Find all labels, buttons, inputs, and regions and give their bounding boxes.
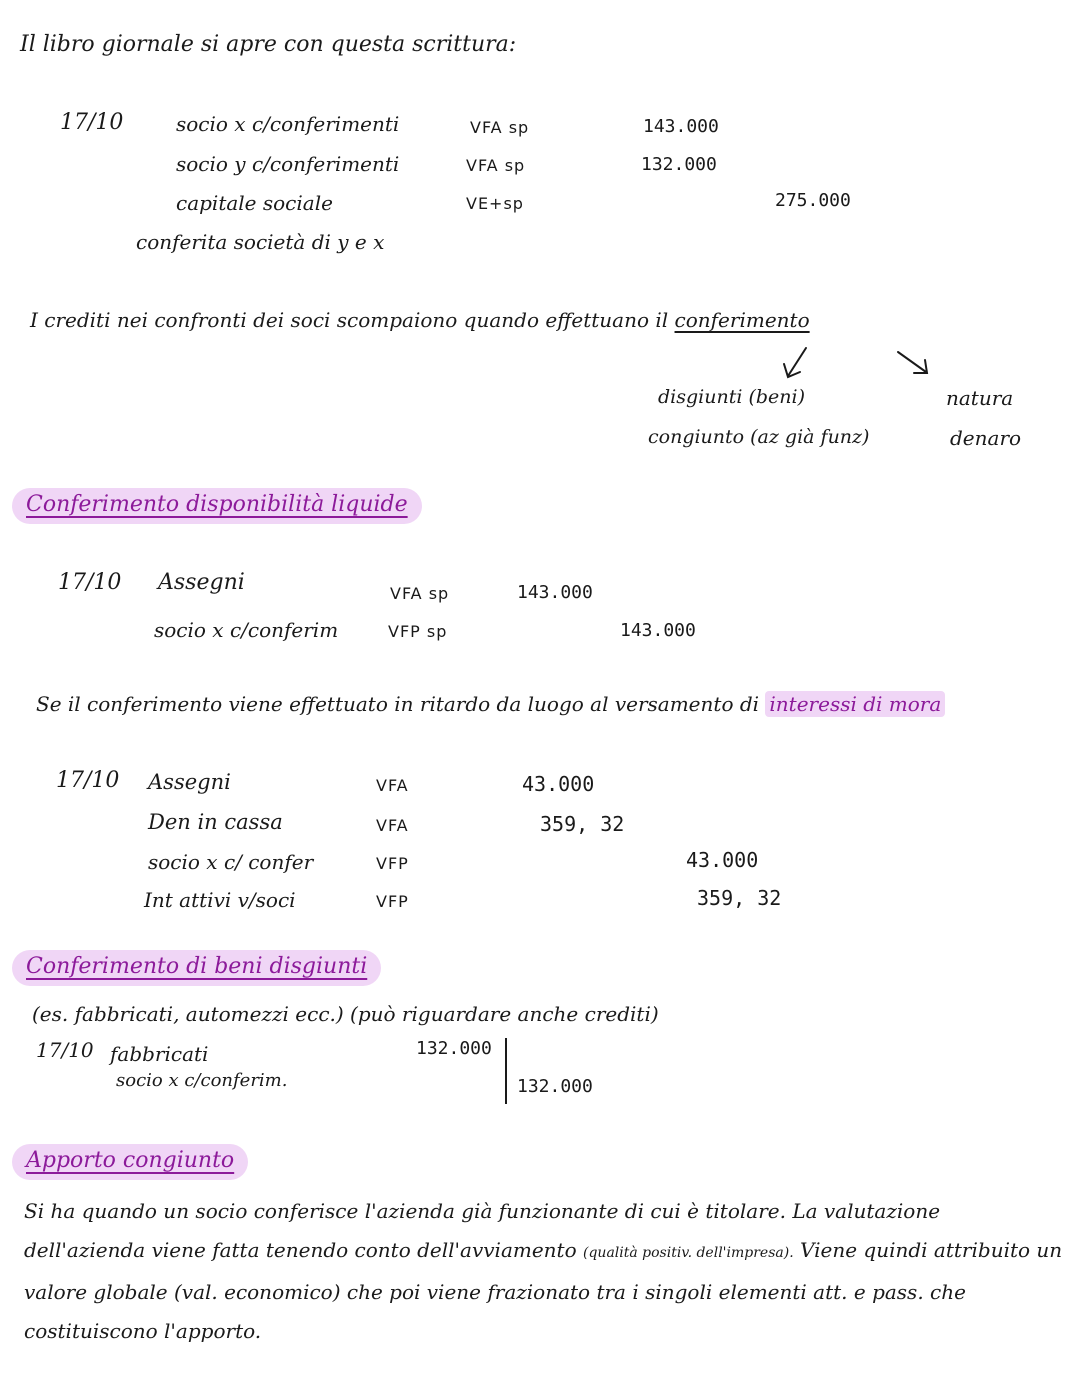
entry-type: VFA xyxy=(376,816,409,835)
late-sentence xyxy=(36,694,945,714)
conferimento-keyword: conferimento xyxy=(674,308,810,332)
entry-account: Assegni xyxy=(148,770,231,794)
entry-dare: 132.000 xyxy=(641,154,717,175)
section-title: Conferimento di beni disgiunti xyxy=(26,954,368,979)
column-separator xyxy=(505,1038,507,1104)
entry-account: socio x c/conferim xyxy=(154,618,339,642)
credits-text: I crediti nei confronti dei soci scompaiono quando effettuano il xyxy=(30,308,669,332)
section-title: Conferimento disponibilità liquide xyxy=(26,492,408,517)
entry-type: VE+sp xyxy=(466,194,524,213)
entry-date: 17/10 xyxy=(60,110,124,135)
entry-dare: 43.000 xyxy=(522,772,595,796)
entry-type: VFA sp xyxy=(390,584,450,603)
entry-account: Assegni xyxy=(158,570,245,595)
entry-avere: 132.000 xyxy=(517,1076,593,1097)
arrow-down-right-icon xyxy=(898,352,926,372)
entry-account: socio y c/conferimenti xyxy=(176,152,400,176)
paragraph-part-b: Viene quindi attribuito un valore globale (val. economico) che poi viene frazionato tra i singoli elementi att. e pass. che costituiscono l'apporto. xyxy=(24,1238,1063,1343)
intro-text: Il libro giornale si apre con questa scrittura: xyxy=(20,32,517,57)
branch-left-2: congiunto (az già funz) xyxy=(648,426,870,448)
entry-type: VFP sp xyxy=(388,622,448,641)
entry-avere: 43.000 xyxy=(686,848,759,872)
paragraph-part-a: Si ha quando un socio conferisce l'azienda già funzionante di cui è titolare. La valutazione dell'azienda viene fatta tenendo conto dell'avviamento xyxy=(24,1199,941,1262)
entry-type: VFA sp xyxy=(466,156,526,175)
entry-avere: 275.000 xyxy=(775,190,851,211)
entry-date: 17/10 xyxy=(36,1038,94,1062)
entry-account: socio x c/ confer xyxy=(148,850,314,874)
entry-type: VFA xyxy=(376,776,409,795)
branch-right-1: natura xyxy=(946,386,1014,410)
entry-dare: 359, 32 xyxy=(540,812,625,836)
joint-paragraph xyxy=(24,1192,1064,1351)
entry-account: fabbricati xyxy=(110,1042,209,1066)
arrow-down-left-icon xyxy=(788,348,806,376)
entry-type: VFA sp xyxy=(470,118,530,137)
entry-account: Den in cassa xyxy=(148,810,283,834)
entry-type: VFP xyxy=(376,892,409,911)
section-title: Apporto congiunto xyxy=(26,1148,235,1173)
section-heading-joint xyxy=(12,1144,248,1180)
entry-account: socio x c/conferimenti xyxy=(176,112,400,136)
section-heading-disjoint xyxy=(12,950,381,986)
entry-account: socio x c/conferim. xyxy=(116,1070,288,1091)
entry-dare: 132.000 xyxy=(416,1038,492,1059)
entry-account: capitale sociale xyxy=(176,191,333,215)
section-note: (es. fabbricati, automezzi ecc.) (può riguardare anche crediti) xyxy=(32,1002,659,1026)
paragraph-small: (qualità positiv. dell'impresa). xyxy=(583,1245,794,1261)
entry-account: Int attivi v/soci xyxy=(144,888,296,912)
entry-dare: 143.000 xyxy=(517,582,593,603)
late-highlight: interessi di mora xyxy=(765,691,945,717)
entry-date: 17/10 xyxy=(56,768,120,793)
entry-type: VFP xyxy=(376,854,409,873)
entry-avere: 359, 32 xyxy=(697,886,782,910)
branch-right-2: denaro xyxy=(950,426,1022,450)
entry-note: conferita società di y e x xyxy=(136,230,385,254)
entry-date: 17/10 xyxy=(58,570,122,595)
entry-dare: 143.000 xyxy=(643,116,719,137)
section-heading-liquid xyxy=(12,488,422,524)
branch-left-1: disgiunti (beni) xyxy=(658,386,805,408)
late-text: Se il conferimento viene effettuato in ritardo da luogo al versamento di xyxy=(36,692,760,716)
entry-avere: 143.000 xyxy=(620,620,696,641)
